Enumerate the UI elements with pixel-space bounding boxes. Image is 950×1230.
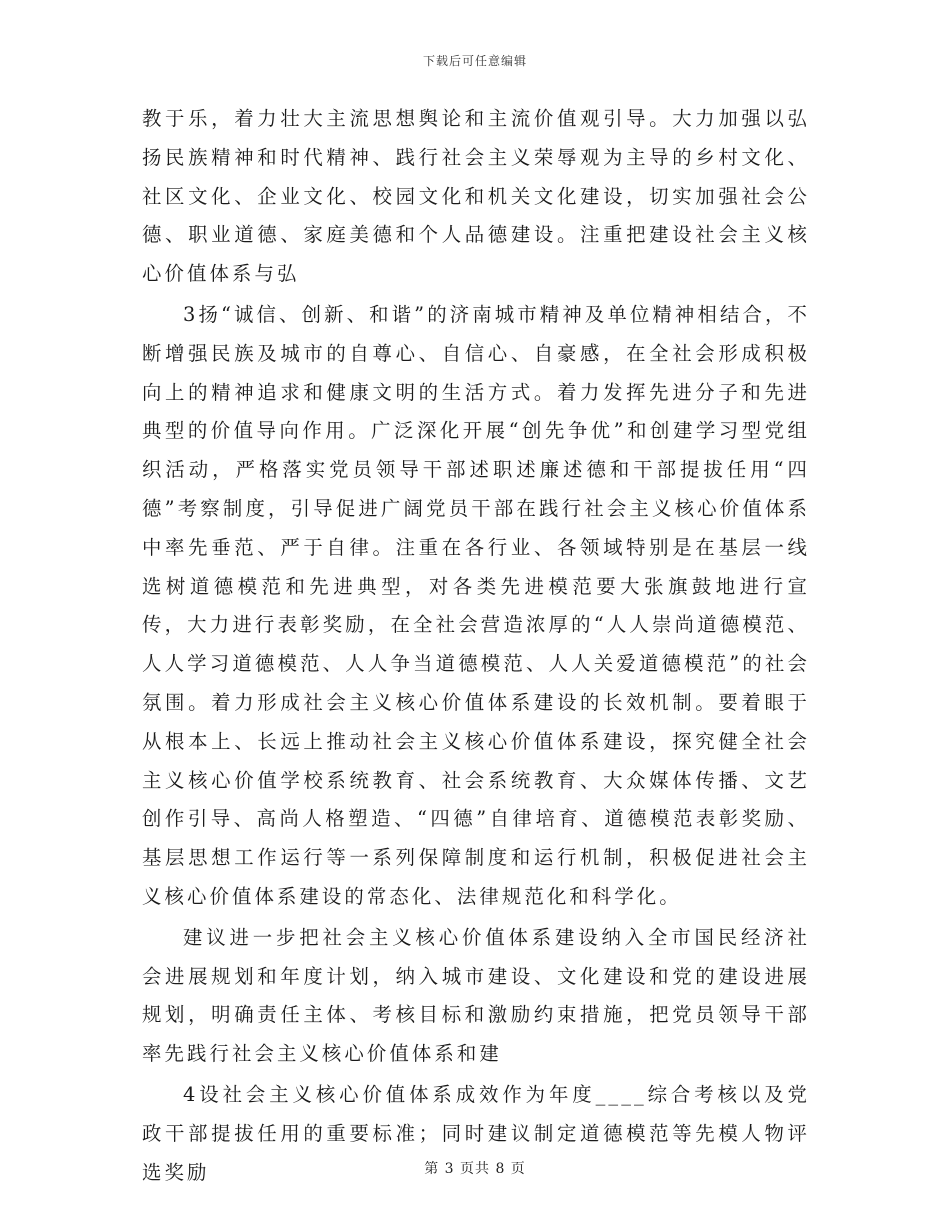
paragraph-3: 3扬“诚信、创新、和谐”的济南城市精神及单位精神相结合，不断增强民族及城市的自尊心、自信心、自豪感，在全社会形成积极向上的精神追求和健康文明的生活方式。着力发挥先进分子和先进典型的价值导向作用。广泛深化开展“创先争优”和创建学习型党组织活动，严格落实党员领导干部述职述廉述德和干部提拔任用“四德”考察制度，引导促进广阔党员干部在践行社会主义核心价值体系中率先垂范、严于自律。注重在各行业、各领域特别是在基层一线选树道德模范和先进典型，对各类先进模范要大张旗鼓地进行宣传，大力进行表彰奖励，在全社会营造浓厚的“人人崇尚道德模范、人人学习道德模范、人人争当道德模范、人人关爱道德模范”的社会氛围。着力形成社会主义核心价值体系建设的长效机制。要着眼于从根本上、长远上推动社会主义核心价值体系建设，探究健全社会主义核心价值学校系统教育、社会系统教育、大众媒体传播、文艺创作引导、高尚人格塑造、“四德”自律培育、道德模范表彰奖励、基层思想工作运行等一系列保障制度和运行机制，积极促进社会主义核心价值体系建设的常态化、法律规范化和科学化。 [142,302,810,908]
page-number: 第 3 页共 8 页 [424,1161,526,1177]
page-header: 下载后可任意编辑 [422,54,527,68]
paragraph-proposal: 建议进一步把社会主义核心价值体系建设纳入全市国民经济社会进展规划和年度计划，纳入城市建设、文化建设和党的建设进展规划，明确责任主体、考核目标和激励约束措施，把党员领导干部率先践行社会主义核心价值体系和建 [142,925,810,1066]
document-body [142,100,810,1194]
paragraph-4: 4设社会主义核心价值体系成效作为年度____综合考核以及党政干部提拔任用的重要标准；同时建议制定道德模范等先模人物评选奖励 [142,1082,810,1184]
paragraph-continuation: 教于乐，着力壮大主流思想舆论和主流价值观引导。大力加强以弘扬民族精神和时代精神、践行社会主义荣辱观为主导的乡村文化、社区文化、企业文化、校园文化和机关文化建设，切实加强社会公德、职业道德、家庭美德和个人品德建设。注重把建设社会主义核心价值体系与弘 [142,107,810,286]
